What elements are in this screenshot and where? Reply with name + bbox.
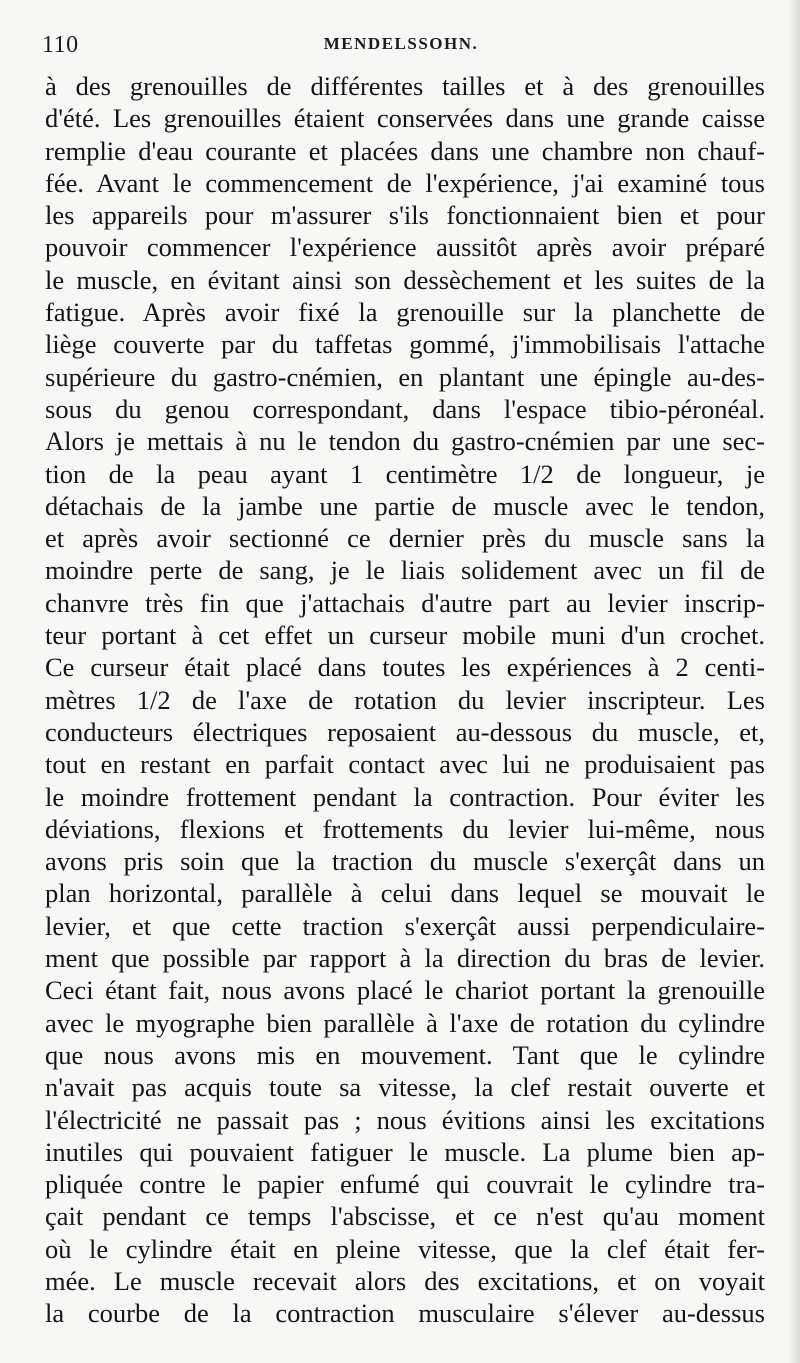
text-line: chanvre très fin que j'attachais d'autre part au levier inscrip- bbox=[45, 587, 765, 618]
text-line: plan horizontal, parallèle à celui dans lequel se mouvait le bbox=[45, 878, 765, 909]
text-line: d'été. Les grenouilles étaient conservées dans une grande caisse bbox=[45, 103, 765, 134]
text-line: avec le myographe bien parallèle à l'axe de rotation du cylindre bbox=[45, 1007, 765, 1038]
text-line: tion de la peau ayant 1 centimètre 1/2 de longueur, je bbox=[45, 458, 765, 489]
text-line: mée. Le muscle recevait alors des excitations, et on voyait bbox=[45, 1265, 765, 1296]
text-line: le muscle, en évitant ainsi son dessèchement et les suites de la bbox=[45, 264, 765, 295]
text-line: détachais de la jambe une partie de muscle avec le tendon, bbox=[45, 490, 765, 521]
text-line: conducteurs électriques reposaient au-dessous du muscle, et, bbox=[45, 716, 765, 747]
text-line: inutiles qui pouvaient fatiguer le muscle. La plume bien ap- bbox=[45, 1136, 765, 1167]
text-line: Ce curseur était placé dans toutes les expériences à 2 centi- bbox=[45, 652, 765, 683]
text-line: où le cylindre était en pleine vitesse, que la clef était fer- bbox=[45, 1233, 765, 1264]
page-header bbox=[42, 32, 760, 62]
text-line: tout en restant en parfait contact avec lui ne produisaient pas bbox=[45, 749, 765, 780]
text-line: Ceci étant fait, nous avons placé le chariot portant la grenouille bbox=[45, 975, 765, 1006]
text-line: Alors je mettais à nu le tendon du gastro-cnémien par une sec- bbox=[45, 426, 765, 457]
text-line: avons pris soin que la traction du muscle s'exerçât dans un bbox=[45, 846, 765, 877]
text-line: çait pendant ce temps l'abscisse, et ce n'est qu'au moment bbox=[45, 1201, 765, 1232]
text-line: pliquée contre le papier enfumé qui couvrait le cylindre tra- bbox=[45, 1169, 765, 1200]
text-line: que nous avons mis en mouvement. Tant que le cylindre bbox=[45, 1039, 765, 1070]
page-edge-shadow bbox=[788, 0, 800, 1363]
text-line: pouvoir commencer l'expérience aussitôt après avoir préparé bbox=[45, 232, 765, 263]
text-line: liège couverte par du taffetas gommé, j'immobilisais l'attache bbox=[45, 329, 765, 360]
page-number: 110 bbox=[42, 32, 79, 58]
text-line: fatigue. Après avoir fixé la grenouille sur la planchette de bbox=[45, 297, 765, 328]
text-line: la courbe de la contraction musculaire s'élever au-dessus bbox=[45, 1298, 765, 1329]
text-line: l'électricité ne passait pas ; nous évitions ainsi les excitations bbox=[45, 1104, 765, 1135]
text-line: à des grenouilles de différentes tailles et à des grenouilles bbox=[45, 71, 765, 101]
running-head: MENDELSSOHN. bbox=[323, 34, 479, 53]
text-line: supérieure du gastro-cnémien, en plantant une épingle au-des- bbox=[45, 361, 765, 392]
text-line: le moindre frottement pendant la contraction. Pour éviter les bbox=[45, 781, 765, 812]
text-line: moindre perte de sang, je le liais solidement avec un fil de bbox=[45, 555, 765, 586]
text-line: ment que possible par rapport à la direction du bras de levier. bbox=[45, 943, 765, 974]
text-line: n'avait pas acquis toute sa vitesse, la clef restait ouverte et bbox=[45, 1072, 765, 1103]
text-line: fée. Avant le commencement de l'expérience, j'ai examiné tous bbox=[45, 167, 765, 198]
body-text bbox=[45, 70, 765, 1330]
text-line: et après avoir sectionné ce dernier près du muscle sans la bbox=[45, 523, 765, 554]
text-line: mètres 1/2 de l'axe de rotation du levier inscripteur. Les bbox=[45, 684, 765, 715]
text-line: les appareils pour m'assurer s'ils fonctionnaient bien et pour bbox=[45, 200, 765, 231]
text-line: levier, et que cette traction s'exerçât aussi perpendiculaire- bbox=[45, 910, 765, 941]
text-line: teur portant à cet effet un curseur mobile muni d'un crochet. bbox=[45, 620, 765, 651]
text-line: sous du genou correspondant, dans l'espace tibio-péronéal. bbox=[45, 393, 765, 424]
text-line: remplie d'eau courante et placées dans une chambre non chauf- bbox=[45, 135, 765, 166]
text-line: déviations, flexions et frottements du levier lui-même, nous bbox=[45, 813, 765, 844]
